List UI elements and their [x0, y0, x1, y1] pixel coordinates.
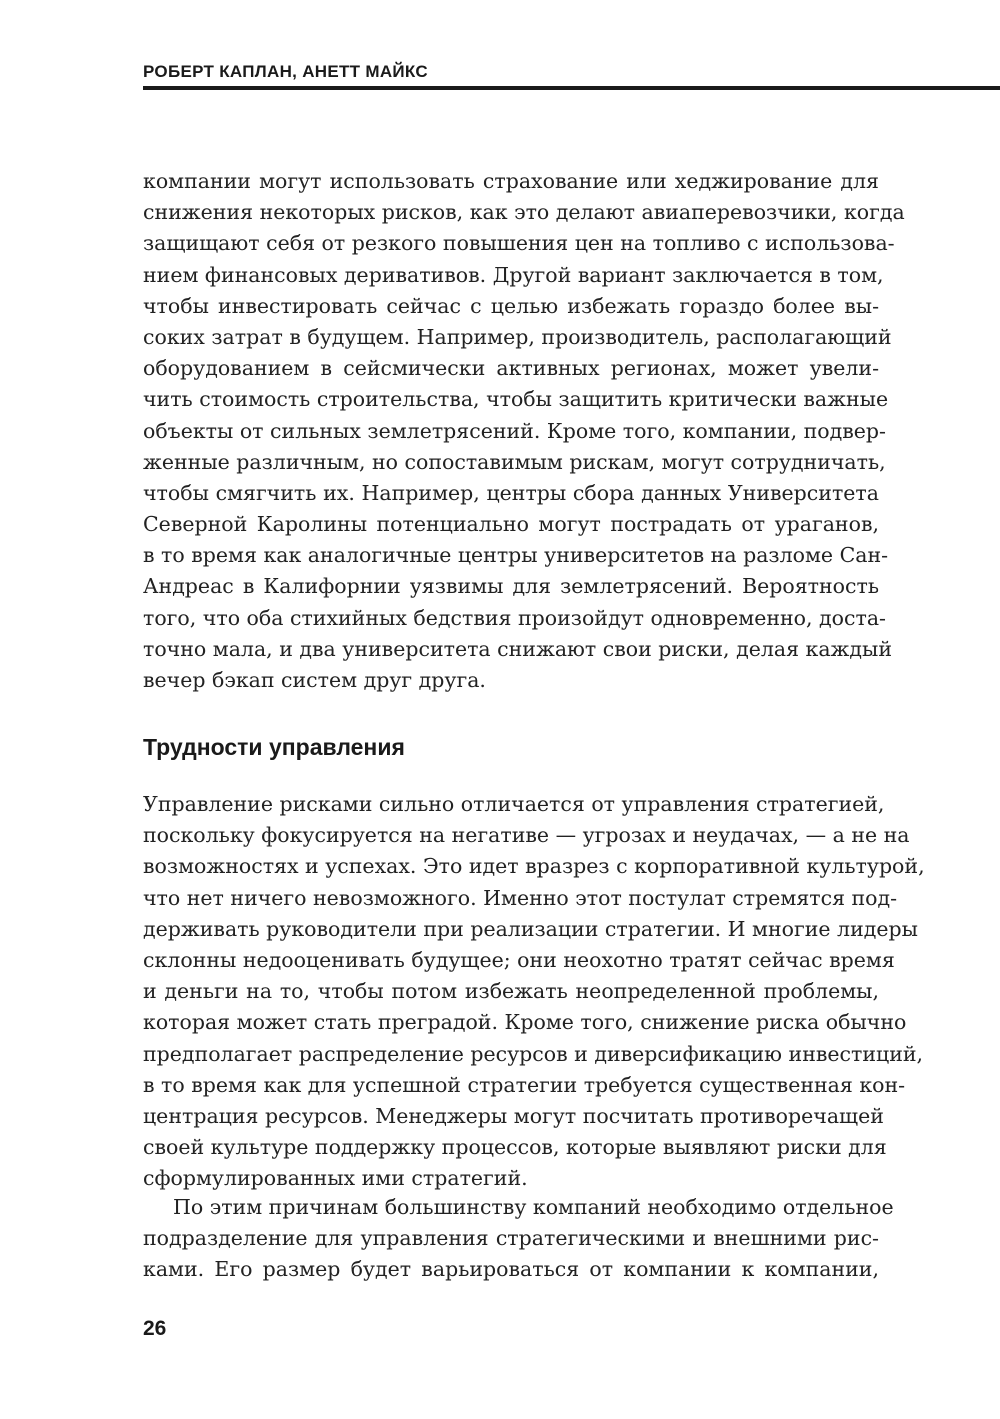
text-line: в то время как аналогичные центры университетов на разломе Сан-: [143, 543, 889, 568]
text-line: что нет ничего невозможного. Именно этот постулат стремятся под-: [143, 885, 898, 910]
text-line: Северной Каролины потенциально могут пострадать от ураганов,: [143, 512, 879, 537]
text-line: держивать руководители при реализации стратегии. И многие лидеры: [143, 916, 918, 941]
page-number: 26: [143, 1317, 167, 1340]
text-line: чтобы смягчить их. Например, центры сбора данных Университета: [143, 480, 879, 505]
text-line: ками. Его размер будет варьироваться от компании к компании,: [143, 1257, 879, 1282]
text-line: объекты от сильных землетрясений. Кроме того, компании, подвер-: [143, 418, 886, 443]
text-line: того, что оба стихийных бедствия произойдут одновременно, доста-: [143, 605, 886, 630]
text-line: поскольку фокусируется на негативе — угрозах и неудачах, — а не на: [143, 823, 910, 848]
text-line: точно мала, и два университета снижают свои риски, делая каждый: [143, 636, 893, 661]
text-line: снижения некоторых рисков, как это делают авиаперевозчики, когда: [143, 200, 905, 225]
text-line: подразделение для управления стратегическими и внешними рис-: [143, 1226, 879, 1251]
text-line: вечер бэкап систем друг друга.: [143, 668, 486, 692]
text-line: в то время как для успешной стратегии требуется существенная кон-: [143, 1072, 906, 1097]
paragraph-management-difficulties: [143, 789, 925, 1194]
text-line: По этим причинам большинству компаний необходимо отдельное: [173, 1195, 894, 1219]
text-line: чтобы инвестировать сейчас с целью избежать гораздо более вы-: [143, 293, 879, 318]
text-line: Андреас в Калифорнии уязвимы для землетрясений. Вероятность: [143, 574, 879, 599]
text-line: предполагает распределение ресурсов и диверсификацию инвестиций,: [143, 1041, 924, 1066]
text-line: сформулированных ими стратегий.: [143, 1166, 528, 1191]
running-head: РОБЕРТ КАПЛАН, АНЕТТ МАЙКС: [143, 62, 428, 81]
text-line: чить стоимость строительства, чтобы защитить критически важные: [143, 387, 889, 412]
text-line: нием финансовых деривативов. Другой вариант заключается в том,: [143, 262, 884, 287]
text-line: женные различным, но сопоставимым рискам, могут сотрудничать,: [143, 449, 886, 474]
text-line: соких затрат в будущем. Например, производитель, располагающий: [143, 324, 892, 349]
text-line: защищают себя от резкого повышения цен на топливо с использова-: [143, 231, 895, 256]
text-line: и деньги на то, чтобы потом избежать неопределенной проблемы,: [143, 979, 879, 1004]
paragraph-separate-unit: [143, 1192, 894, 1286]
text-line: которая может стать преградой. Кроме того, снижение риска обычно: [143, 1010, 907, 1035]
text-line: своей культуре поддержку процессов, которые выявляют риски для: [143, 1135, 887, 1160]
paragraph-risk-mitigation: [143, 166, 905, 696]
text-line: Управление рисками сильно отличается от управления стратегией,: [143, 792, 885, 816]
text-line: склонны недооценивать будущее; они неохотно тратят сейчас время: [143, 947, 895, 972]
text-line: оборудованием в сейсмически активных регионах, может увели-: [143, 356, 879, 381]
text-line: компании могут использовать страхование или хеджирование для: [143, 169, 879, 193]
header-rule: [143, 86, 1000, 90]
text-line: возможностях и успехах. Это идет вразрез с корпоративной культурой,: [143, 854, 925, 879]
section-heading: Трудности управления: [143, 734, 405, 760]
text-line: центрация ресурсов. Менеджеры могут посчитать противоречащей: [143, 1103, 884, 1128]
